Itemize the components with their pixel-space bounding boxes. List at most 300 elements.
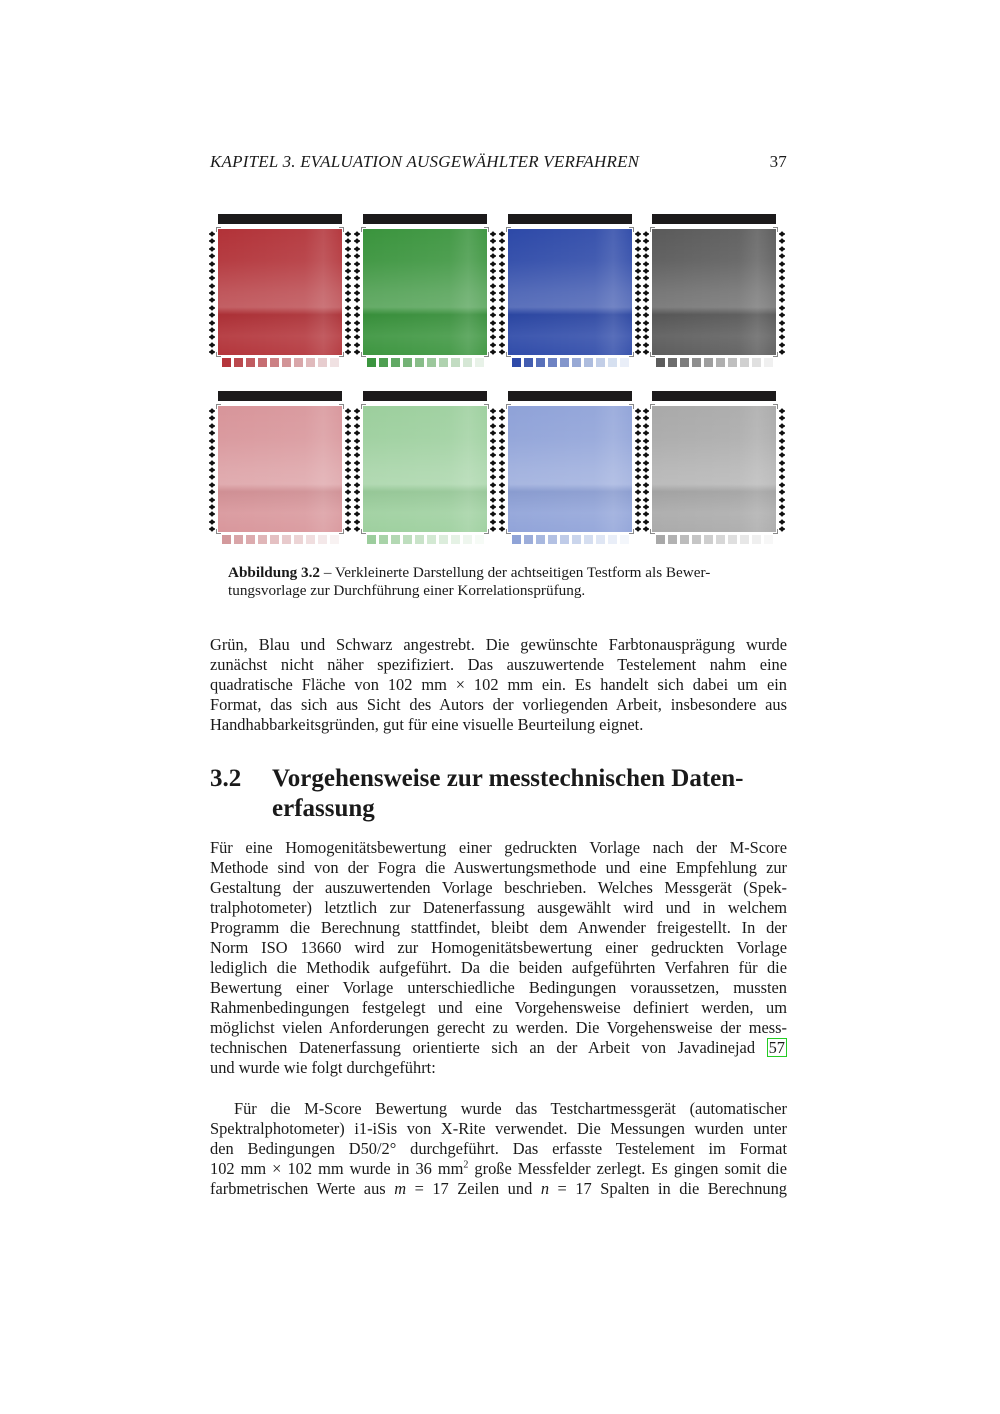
text-line: lediglich die Methodik aufgeführt. Da die beiden aufgeführten Verfahren für die [210,958,787,977]
tone-swatch [367,535,376,544]
arrow-marker-icon [354,469,360,471]
arrow-marker-icon [354,329,360,331]
arrow-marker-icon [779,270,785,272]
registration-markers-left [354,410,360,530]
arrow-marker-icon [779,277,785,279]
header-bar [508,214,632,224]
text-line: Rahmenbedingungen festgelegt und eine Vorgehensweise definiert werden, um [210,998,787,1017]
tone-scale [367,535,484,544]
arrow-marker-icon [643,484,649,486]
tone-swatch [475,535,484,544]
tone-swatch [294,358,303,367]
arrow-marker-icon [499,491,505,493]
tone-swatch [463,358,472,367]
section-title-line-1: Vorgehensweise zur messtechnischen Daten- [272,765,744,792]
arrow-marker-icon [779,255,785,257]
arrow-marker-icon [354,240,360,242]
arrow-marker-icon [209,528,215,530]
test-form-green-light [350,382,495,542]
tone-swatch [608,535,617,544]
arrow-marker-icon [354,440,360,442]
arrow-marker-icon [779,499,785,501]
text-line: Format, das sich aus Sicht des Autors der vorliegenden Arbeit, insbesondere aus [210,695,787,714]
arrow-marker-icon [499,314,505,316]
crop-mark-icon [629,404,634,409]
registration-markers-left [499,410,505,530]
tone-swatch [246,358,255,367]
section-number: 3.2 [210,765,242,792]
arrow-marker-icon [499,447,505,449]
crop-mark-icon [484,227,489,232]
arrow-marker-icon [354,484,360,486]
arrow-marker-icon [643,344,649,346]
tone-swatch [330,358,339,367]
arrow-marker-icon [354,270,360,272]
tone-swatch [572,358,581,367]
test-form-black-full [639,205,784,365]
tone-swatch [403,358,412,367]
math-n: n [540,1179,550,1198]
test-form-black-light [639,382,784,542]
tone-swatch [427,358,436,367]
figure-caption [228,564,780,600]
arrow-marker-icon [209,425,215,427]
arrow-marker-icon [643,491,649,493]
arrow-marker-icon [209,462,215,464]
tone-swatch [475,358,484,367]
section-title [272,764,792,824]
text-line: möglichst vielen Anforderungen gerecht zu werden. Die Vorgehensweise der mess- [210,1018,787,1037]
text-line: farbmetrischen Werte aus m = 17 Zeilen und n = 17 Spalten in die Berechnung [210,1179,787,1198]
arrow-marker-icon [209,233,215,235]
arrow-marker-icon [499,513,505,515]
tone-swatch [596,358,605,367]
paragraph-measurement [210,1099,787,1199]
running-header [210,152,787,174]
tone-swatch [548,535,557,544]
crop-mark-icon [773,529,778,534]
tone-swatch [270,358,279,367]
tone-scale [656,358,773,367]
tone-swatch [258,535,267,544]
crop-mark-icon [506,352,511,357]
page-number: 37 [769,152,787,171]
arrow-marker-icon [209,270,215,272]
arrow-marker-icon [209,344,215,346]
arrow-marker-icon [209,255,215,257]
arrow-marker-icon [643,240,649,242]
arrow-marker-icon [779,454,785,456]
arrow-marker-icon [354,336,360,338]
arrow-marker-icon [779,521,785,523]
citation-link[interactable]: 57 [768,1038,785,1057]
test-form-red-full [205,205,350,365]
crop-mark-icon [650,227,655,232]
arrow-marker-icon [779,425,785,427]
arrow-marker-icon [643,277,649,279]
arrow-marker-icon [209,484,215,486]
tone-swatch [403,535,412,544]
header-bar [363,391,487,401]
text-line: technischen Datenerfassung orientierte sich an der Arbeit von Javadinejad 57 [210,1038,785,1057]
tone-swatch [391,358,400,367]
arrow-marker-icon [499,462,505,464]
arrow-marker-icon [499,344,505,346]
arrow-marker-icon [779,314,785,316]
arrow-marker-icon [499,299,505,301]
arrow-marker-icon [779,322,785,324]
arrow-marker-icon [779,513,785,515]
arrow-marker-icon [779,440,785,442]
crop-mark-icon [506,227,511,232]
tone-swatch [270,535,279,544]
tone-swatch [560,358,569,367]
arrow-marker-icon [354,417,360,419]
tone-swatch [512,358,521,367]
tone-swatch [282,358,291,367]
caption-line-1: – Verkleinerte Darstellung der achtseitigen Testform als Bewer- [320,564,711,581]
tone-swatch [306,358,315,367]
tone-swatch [222,358,231,367]
arrow-marker-icon [643,285,649,287]
arrow-marker-icon [779,506,785,508]
tone-swatch [620,358,629,367]
arrow-marker-icon [354,263,360,265]
arrow-marker-icon [499,307,505,309]
arrow-marker-icon [209,240,215,242]
text-line: Spektralphotometer) i1-iSis von X-Rite verwendet. Die Messungen wurden unter [210,1119,787,1138]
arrow-marker-icon [209,307,215,309]
arrow-marker-icon [354,462,360,464]
arrow-marker-icon [643,322,649,324]
tone-swatch [463,535,472,544]
arrow-marker-icon [499,292,505,294]
arrow-marker-icon [643,255,649,257]
arrow-marker-icon [209,263,215,265]
arrow-marker-icon [209,491,215,493]
text-line: Grün, Blau und Schwarz angestrebt. Die gewünschte Farbtonausprägung wurde [210,635,787,654]
tone-swatch [764,358,773,367]
arrow-marker-icon [209,447,215,449]
arrow-marker-icon [779,491,785,493]
arrow-marker-icon [354,476,360,478]
crop-mark-icon [484,529,489,534]
arrow-marker-icon [643,521,649,523]
arrow-marker-icon [643,425,649,427]
registration-markers-left [354,233,360,353]
arrow-marker-icon [209,469,215,471]
header-bar [363,214,487,224]
crop-mark-icon [216,352,221,357]
tone-swatch [524,535,533,544]
tone-swatch [740,358,749,367]
crop-mark-icon [361,529,366,534]
arrow-marker-icon [499,506,505,508]
arrow-marker-icon [499,528,505,530]
arrow-marker-icon [779,462,785,464]
arrow-marker-icon [209,440,215,442]
arrow-marker-icon [499,336,505,338]
color-field [363,406,487,532]
arrow-marker-icon [643,307,649,309]
arrow-marker-icon [499,484,505,486]
tone-scale [512,535,629,544]
arrow-marker-icon [779,336,785,338]
arrow-marker-icon [209,351,215,353]
tone-swatch [656,358,665,367]
arrow-marker-icon [499,469,505,471]
tone-swatch [318,358,327,367]
arrow-marker-icon [499,425,505,427]
tone-swatch [415,535,424,544]
text-line: den Bedingungen D50/2° durchgeführt. Das erfasste Testelement im Format [210,1139,787,1158]
arrow-marker-icon [209,336,215,338]
tone-swatch [246,535,255,544]
arrow-marker-icon [209,417,215,419]
arrow-marker-icon [354,499,360,501]
arrow-marker-icon [643,499,649,501]
arrow-marker-icon [354,292,360,294]
tone-swatch [704,358,713,367]
text-line: und wurde wie folgt durchgeführt: [210,1058,436,1077]
tone-swatch [608,358,617,367]
arrow-marker-icon [209,322,215,324]
arrow-marker-icon [499,263,505,265]
tone-swatch [367,358,376,367]
color-field [652,229,776,355]
tone-swatch [716,535,725,544]
tone-swatch [668,535,677,544]
arrow-marker-icon [643,263,649,265]
crop-mark-icon [506,404,511,409]
arrow-marker-icon [643,476,649,478]
tone-swatch [524,358,533,367]
tone-swatch [584,535,593,544]
crop-mark-icon [339,404,344,409]
registration-markers-left [209,410,215,530]
arrow-marker-icon [499,240,505,242]
tone-swatch [222,535,231,544]
arrow-marker-icon [354,506,360,508]
crop-mark-icon [216,227,221,232]
tone-swatch [728,358,737,367]
arrow-marker-icon [643,336,649,338]
crop-mark-icon [650,529,655,534]
arrow-marker-icon [209,285,215,287]
arrow-marker-icon [499,255,505,257]
arrow-marker-icon [354,410,360,412]
arrow-marker-icon [779,351,785,353]
tone-swatch [740,535,749,544]
arrow-marker-icon [354,351,360,353]
color-field [652,406,776,532]
arrow-marker-icon [643,248,649,250]
registration-markers-left [209,233,215,353]
tone-swatch [668,358,677,367]
tone-swatch [391,535,400,544]
arrow-marker-icon [499,521,505,523]
test-form-red-light [205,382,350,542]
paragraph-method [210,838,787,1078]
arrow-marker-icon [499,329,505,331]
section-title-line-2: erfassung [272,795,375,822]
arrow-marker-icon [643,270,649,272]
arrow-marker-icon [209,299,215,301]
math-m: m [394,1179,407,1198]
arrow-marker-icon [643,417,649,419]
arrow-marker-icon [643,462,649,464]
crop-mark-icon [773,227,778,232]
tone-swatch [451,535,460,544]
crop-mark-icon [484,404,489,409]
header-bar [218,214,342,224]
arrow-marker-icon [354,432,360,434]
crop-mark-icon [339,227,344,232]
arrow-marker-icon [643,447,649,449]
tone-swatch [439,535,448,544]
tone-scale [222,535,339,544]
color-field [508,406,632,532]
arrow-marker-icon [354,233,360,235]
tone-swatch [258,358,267,367]
tone-swatch [548,358,557,367]
tone-swatch [572,535,581,544]
arrow-marker-icon [499,351,505,353]
tone-swatch [584,358,593,367]
tone-swatch [728,535,737,544]
caption-label: Abbildung 3.2 [228,564,321,581]
crop-mark-icon [361,404,366,409]
tone-swatch [330,535,339,544]
arrow-marker-icon [354,285,360,287]
arrow-marker-icon [354,255,360,257]
arrow-marker-icon [779,417,785,419]
tone-swatch [234,535,243,544]
figure-test-form [205,205,795,550]
arrow-marker-icon [643,351,649,353]
arrow-marker-icon [643,440,649,442]
arrow-marker-icon [643,314,649,316]
tone-swatch [704,535,713,544]
color-field [218,229,342,355]
arrow-marker-icon [499,432,505,434]
arrow-marker-icon [779,447,785,449]
header-bar [652,391,776,401]
arrow-marker-icon [354,447,360,449]
color-field [363,229,487,355]
text-line: Bewertung einer Vorlage unterschiedliche Bedingungen voraussetzen, mussten [210,978,787,997]
tone-scale [656,535,773,544]
arrow-marker-icon [499,270,505,272]
arrow-marker-icon [499,417,505,419]
tone-swatch [620,535,629,544]
arrow-marker-icon [779,410,785,412]
crop-mark-icon [216,404,221,409]
arrow-marker-icon [499,476,505,478]
arrow-marker-icon [354,344,360,346]
arrow-marker-icon [209,499,215,501]
text-line: zunächst nicht näher spezifiziert. Das auszuwertende Testelement nahm eine [210,655,787,674]
color-field [508,229,632,355]
arrow-marker-icon [779,476,785,478]
arrow-marker-icon [354,314,360,316]
arrow-marker-icon [643,292,649,294]
arrow-marker-icon [209,506,215,508]
crop-mark-icon [650,404,655,409]
arrow-marker-icon [779,299,785,301]
text-line: Programm die Berechnung stattfindet, bleibt dem Anwender freigestellt. In der [210,918,787,937]
arrow-marker-icon [779,432,785,434]
arrow-marker-icon [779,233,785,235]
arrow-marker-icon [643,528,649,530]
header-bar [508,391,632,401]
color-field [218,406,342,532]
arrow-marker-icon [779,292,785,294]
arrow-marker-icon [643,410,649,412]
crop-mark-icon [361,352,366,357]
arrow-marker-icon [499,499,505,501]
registration-markers-left [499,233,505,353]
crop-mark-icon [650,352,655,357]
tone-swatch [752,358,761,367]
tone-scale [222,358,339,367]
arrow-marker-icon [779,484,785,486]
tone-swatch [536,535,545,544]
header-bar [218,391,342,401]
arrow-marker-icon [779,329,785,331]
crop-mark-icon [629,529,634,534]
arrow-marker-icon [779,248,785,250]
arrow-marker-icon [643,506,649,508]
tone-swatch [234,358,243,367]
tone-swatch [379,535,388,544]
arrow-marker-icon [779,307,785,309]
header-bar [652,214,776,224]
registration-markers-left [643,410,649,530]
chapter-title: KAPITEL 3. EVALUATION AUSGEWÄHLTER VERFAHREN [210,152,640,171]
arrow-marker-icon [354,454,360,456]
arrow-marker-icon [499,440,505,442]
crop-mark-icon [506,529,511,534]
registration-markers-right [779,410,785,530]
arrow-marker-icon [643,233,649,235]
arrow-marker-icon [354,299,360,301]
arrow-marker-icon [209,329,215,331]
tone-swatch [680,358,689,367]
text-line: tralphotometer) letztlich zur Datenerfassung ausgewählt wird und in welchem [210,898,787,917]
arrow-marker-icon [354,491,360,493]
crop-mark-icon [629,227,634,232]
arrow-marker-icon [209,513,215,515]
tone-swatch [656,535,665,544]
tone-swatch [536,358,545,367]
arrow-marker-icon [209,277,215,279]
crop-mark-icon [361,227,366,232]
arrow-marker-icon [779,469,785,471]
tone-swatch [451,358,460,367]
caption-line-2: tungsvorlage zur Durchführung einer Korrelationsprüfung. [228,582,586,599]
arrow-marker-icon [209,454,215,456]
arrow-marker-icon [354,277,360,279]
tone-swatch [306,535,315,544]
registration-markers-right [779,233,785,353]
tone-swatch [415,358,424,367]
tone-scale [512,358,629,367]
arrow-marker-icon [354,513,360,515]
arrow-marker-icon [354,322,360,324]
tone-swatch [692,358,701,367]
tone-scale [367,358,484,367]
